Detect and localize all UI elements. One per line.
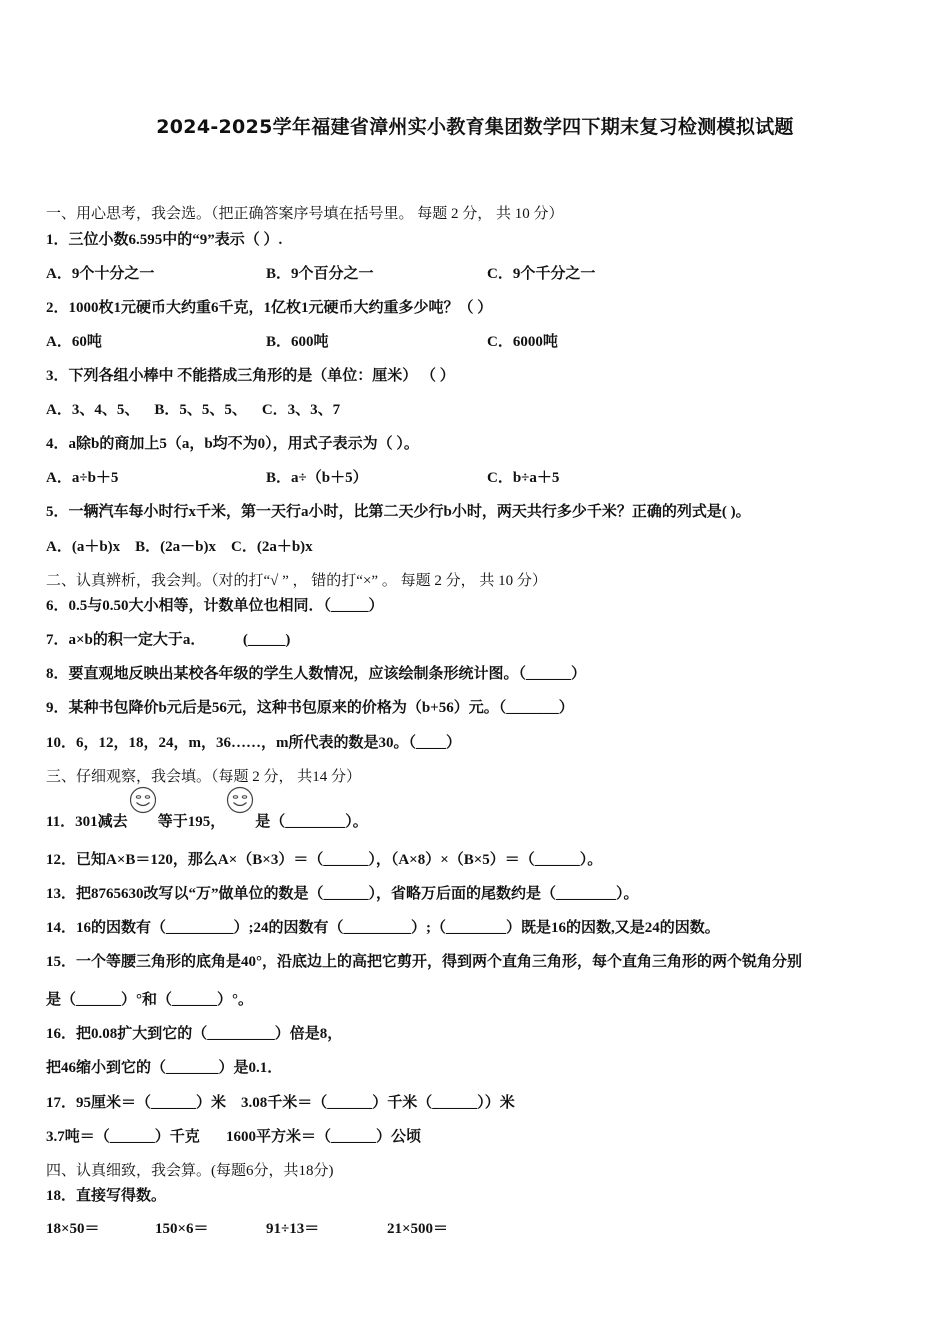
question-2-option-a: A．60吨: [46, 334, 102, 350]
question-16-line1: 16．把0.08扩大到它的（_________）倍是8，: [46, 1026, 343, 1042]
section-1-heading: 一、用心思考，我会选。（把正确答案序号填在括号里。 每题 2 分， 共 10 分）: [46, 206, 564, 222]
question-11: [46, 800, 368, 831]
question-1-stem: 1．三位小数6.595中的“9”表示（ ）.: [46, 232, 283, 248]
question-5-options: A．(a＋b)x B．(2a－b)x C．(2a＋b)x: [46, 539, 313, 555]
question-10: 10．6，12，18，24，m，36……，m所代表的数是30。（____）: [46, 735, 461, 751]
question-11-part1: 11．301减去: [46, 814, 128, 830]
section-4-heading: 四、认真细致，我会算。(每题6分，共18分): [46, 1163, 334, 1179]
question-2-option-c: C．6000吨: [487, 334, 558, 350]
question-7: 7．a×b的积一定大于a． (_____): [46, 632, 291, 648]
calc-item: 21×500＝: [387, 1221, 449, 1237]
question-13: 13．把8765630改写以“万”做单位的数是（______），省略万后面的尾数约是（________）。: [46, 886, 639, 902]
calc-item: 18×50＝: [46, 1221, 100, 1237]
section-3-heading: 三、仔细观察，我会填。（每题 2 分， 共14 分）: [46, 769, 362, 785]
question-2-stem: 2．1000枚1元硬币大约重6千克，1亿枚1元硬币大约重多少吨？（ ）: [46, 300, 493, 316]
question-5-stem: 5．一辆汽车每小时行x千米，第一天行a小时，比第二天少行b小时，两天共行多少千米？正确的列式是( )。: [46, 504, 751, 520]
question-17-line1: 17．95厘米＝（______）米 3.08千米＝（______）千米（______））米: [46, 1095, 515, 1111]
question-4-option-b: B．a÷（b＋5）: [266, 470, 368, 486]
question-6: 6．0.5与0.50大小相等，计数单位也相同．（_____）: [46, 598, 384, 614]
question-1-option-c: C．9个千分之一: [487, 266, 596, 282]
question-4-option-c: C．b÷a＋5: [487, 470, 560, 486]
calc-item: 150×6＝: [155, 1221, 209, 1237]
question-15-line2: 是（______）°和（______）°。: [46, 992, 253, 1008]
calc-item: 91÷13＝: [266, 1221, 320, 1237]
question-17-line2: 3.7吨＝（______）千克 1600平方米＝（______）公顷: [46, 1129, 422, 1145]
question-11-part2: 等于195，: [157, 814, 226, 830]
question-2-option-b: B．600吨: [266, 334, 329, 350]
question-12: 12．已知A×B＝120，那么A×（B×3）＝（______），（A×8）×（B×5）＝（______）。: [46, 852, 603, 868]
question-18-stem: 18．直接写得数。: [46, 1188, 167, 1204]
question-16-line2: 把46缩小到它的（_______）是0.1．: [46, 1060, 283, 1076]
question-14: 14．16的因数有（_________）;24的因数有（_________）;（________）既是16的因数,又是24的因数。: [46, 920, 720, 936]
section-2-heading: 二、认真辨析，我会判。（对的打“√ ” ， 错的打“×” 。 每题 2 分， 共 10 分）: [46, 573, 547, 589]
question-4-stem: 4．a除b的商加上5（a，b均不为0），用式子表示为（ ）。: [46, 436, 419, 452]
question-3-stem: 3．下列各组小棒中 不能搭成三角形的是（单位：厘米） （ ）: [46, 368, 455, 384]
smiley-face-icon: [128, 786, 158, 814]
question-1-option-b: B．9个百分之一: [266, 266, 374, 282]
question-11-part3: 是（________）。: [255, 814, 368, 830]
question-8: 8．要直观地反映出某校各年级的学生人数情况，应该绘制条形统计图。（______）: [46, 666, 587, 682]
question-4-option-a: A．a÷b＋5: [46, 470, 119, 486]
question-9: 9．某种书包降价b元后是56元，这种书包原来的价格为（b+56）元。（_______）: [46, 700, 574, 716]
smiley-face-icon: [225, 786, 255, 814]
question-15-line1: 15．一个等腰三角形的底角是40°，沿底边上的高把它剪开，得到两个直角三角形，每个直角三角形的两个锐角分别: [46, 954, 803, 970]
page-title: 2024-2025学年福建省漳州实小教育集团数学四下期末复习检测模拟试题: [156, 116, 794, 138]
question-3-options: A．3、4、5、 B．5、5、5、 C．3、3、7: [46, 402, 341, 418]
question-1-option-a: A．9个十分之一: [46, 266, 155, 282]
